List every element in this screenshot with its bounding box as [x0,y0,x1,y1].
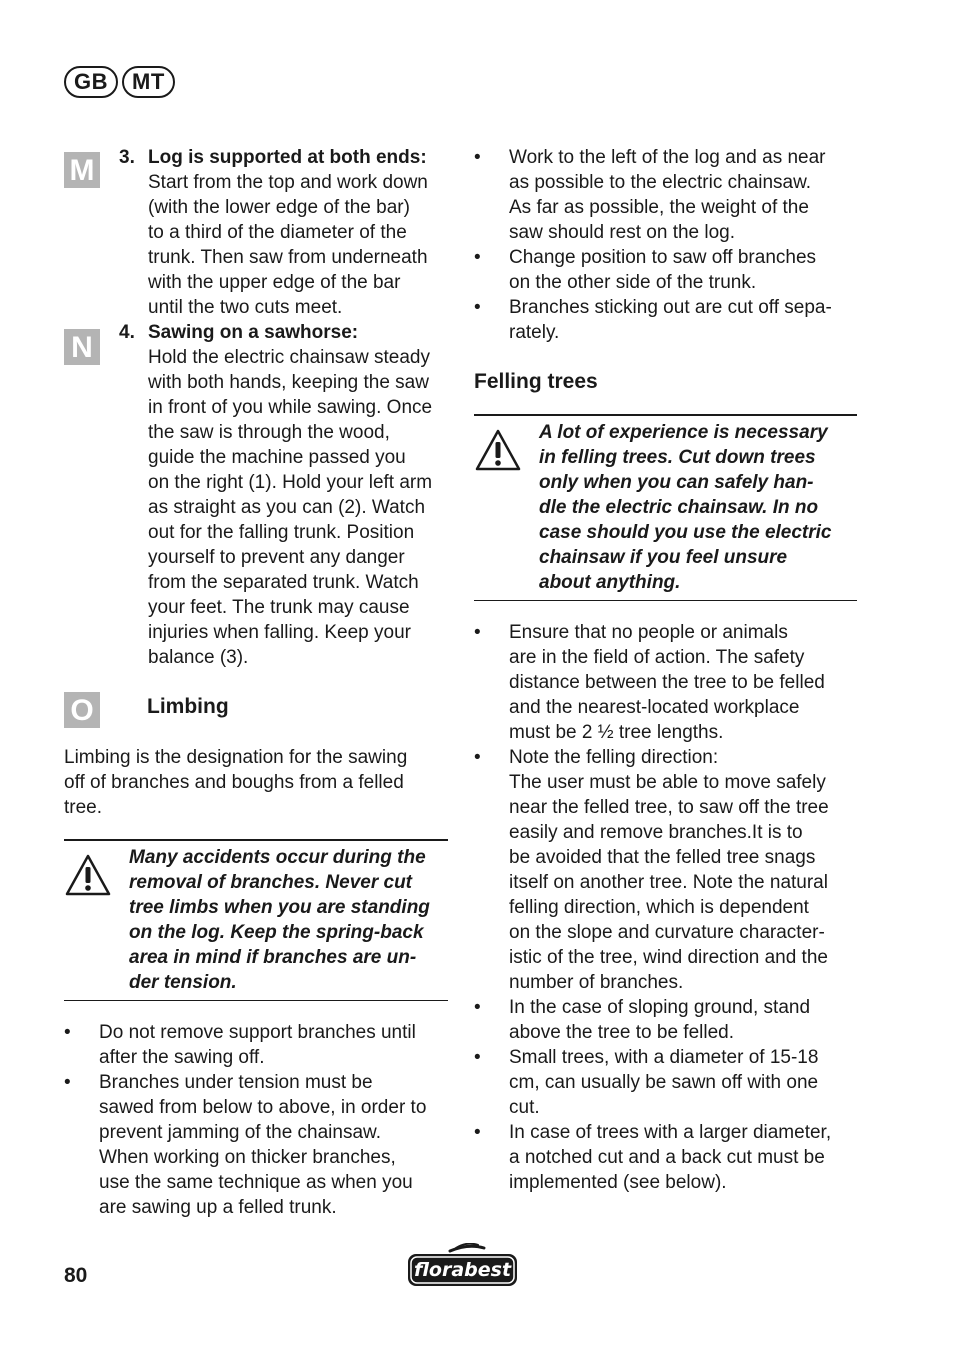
text-line: prevent jamming of the chainsaw. [99,1122,381,1143]
limbing-bullets-continued [474,145,869,345]
text-line: (with the lower edge of the bar) [148,197,410,218]
text-line: the saw is through the wood, [148,422,390,443]
text-line: • In the case of sloping ground, stand [509,997,811,1018]
step-title: Log is supported at both ends: [148,147,427,168]
limbing-intro [64,745,454,820]
text-line: • Do not remove support branches until [99,1022,416,1043]
text-line: Hold the electric chainsaw steady [148,347,430,368]
text-line: • Branches sticking out are cut off sepa- [509,297,832,318]
list-item [474,295,869,345]
text-line: A lot of experience is necessary [539,422,828,443]
text-line: easily and remove branches.It is to [509,822,803,843]
text-line: are sawing up a felled trunk. [99,1197,337,1218]
list-item [474,620,869,745]
text-line: be avoided that the felled tree snags [509,847,816,868]
text-line: As far as possible, the weight of the [509,197,809,218]
section-marker-o: O [64,692,100,728]
text-line: distance between the tree to be felled [509,672,825,693]
text-line: as possible to the electric chainsaw. [509,172,812,193]
list-item [64,1070,454,1220]
warning-icon [474,420,539,595]
section-marker-n: N [64,329,100,365]
text-line: • Note the felling direction: [509,747,719,768]
text-line: implemented (see below). [509,1172,727,1193]
lang-badge-gb: GB [64,66,118,98]
text-line: a notched cut and a back cut must be [509,1147,825,1168]
text-line: When working on thicker branches, [99,1147,396,1168]
text-line: istic of the tree, wind direction and the [509,947,828,968]
text-line: with both hands, keeping the saw [148,372,429,393]
warning-text [539,420,857,595]
text-line: and the nearest-located workplace [509,697,800,718]
limbing-heading: Limbing [147,695,229,718]
text-line: saw should rest on the log. [509,222,736,243]
felling-trees-heading: Felling trees [474,370,598,393]
text-line: cut. [509,1097,540,1118]
text-line: removal of branches. Never cut [129,872,412,893]
text-line: in felling trees. Cut down trees [539,447,816,468]
text-line: area in mind if branches are un- [129,947,417,968]
text-line: to a third of the diameter of the [148,222,407,243]
text-line: after the sawing off. [99,1047,265,1068]
text-line: must be 2 ½ tree lengths. [509,722,724,743]
warning-icon [64,845,129,995]
text-line: • In case of trees with a larger diameter, [509,1122,832,1143]
text-line: out for the falling trunk. Position [148,522,415,543]
step-title: Sawing on a sawhorse: [148,322,359,343]
warning-text [129,845,448,995]
text-line: rately. [509,322,560,343]
text-line: number of branches. [509,972,684,993]
florabest-logo [406,1243,520,1296]
text-line: tree. [64,797,103,818]
list-item [474,145,869,245]
text-line: Limbing is the designation for the sawing [64,747,408,768]
step-number: 4. [119,322,135,343]
text-line: on the right (1). Hold your left arm [148,472,433,493]
text-line: off of branches and boughs from a felled [64,772,404,793]
text-line: about anything. [539,572,681,593]
text-line: sawed from below to above, in order to [99,1097,427,1118]
text-line: near the felled tree, to saw off the tree [509,797,829,818]
felling-bullets [474,620,869,1195]
text-line: trunk. Then saw from underneath [148,247,428,268]
list-item [474,1045,869,1120]
text-line: • Change position to saw off branches [509,247,817,268]
text-line: with the upper edge of the bar [148,272,401,293]
limbing-warning-box [64,839,448,1001]
page-number: 80 [64,1264,88,1287]
text-line: • Ensure that no people or animals [509,622,788,643]
text-line: Start from the top and work down [148,172,428,193]
text-line: • Small trees, with a diameter of 15-18 [509,1047,819,1068]
lang-badge-mt: MT [122,66,175,98]
list-item [474,995,869,1045]
list-item [474,1120,869,1195]
step-number: 3. [119,147,135,168]
text-line: guide the machine passed you [148,447,406,468]
text-line: cm, can usually be sawn off with one [509,1072,819,1093]
list-item [474,245,869,295]
text-line: • Work to the left of the log and as near [509,147,826,168]
text-line: are in the field of action. The safety [509,647,805,668]
text-line: chainsaw if you feel unsure [539,547,788,568]
language-badges [64,66,175,98]
text-line: dle the electric chainsaw. In no [539,497,819,518]
text-line: only when you can safely han- [539,472,814,493]
step-4 [119,320,454,670]
numbered-steps [119,145,454,670]
text-line: injuries when falling. Keep your [148,622,411,643]
text-line: der tension. [129,972,237,993]
text-line: on the log. Keep the spring-back [129,922,424,943]
text-line: on the other side of the trunk. [509,272,757,293]
text-line: use the same technique as when you [99,1172,413,1193]
text-line: tree limbs when you are standing [129,897,430,918]
text-line: Many accidents occur during the [129,847,426,868]
section-marker-m: M [64,152,100,188]
text-line: case should you use the electric [539,522,832,543]
text-line: until the two cuts meet. [148,297,343,318]
list-item [474,745,869,995]
text-line: The user must be able to move safely [509,772,826,793]
text-line: from the separated trunk. Watch [148,572,419,593]
text-line: on the slope and curvature character- [509,922,825,943]
text-line: • Branches under tension must be [99,1072,373,1093]
text-line: in front of you while sawing. Once [148,397,433,418]
text-line: above the tree to be felled. [509,1022,734,1043]
text-line: as straight as you can (2). Watch [148,497,426,518]
text-line: yourself to prevent any danger [148,547,405,568]
text-line: balance (3). [148,647,249,668]
list-item [64,1020,454,1070]
text-line: itself on another tree. Note the natural [509,872,828,893]
text-line: your feet. The trunk may cause [148,597,410,618]
limbing-bullets [64,1020,454,1220]
felling-warning-box [474,414,857,601]
step-3 [119,145,454,320]
logo-text: florabest [413,1259,512,1281]
text-line: felling direction, which is dependent [509,897,809,918]
